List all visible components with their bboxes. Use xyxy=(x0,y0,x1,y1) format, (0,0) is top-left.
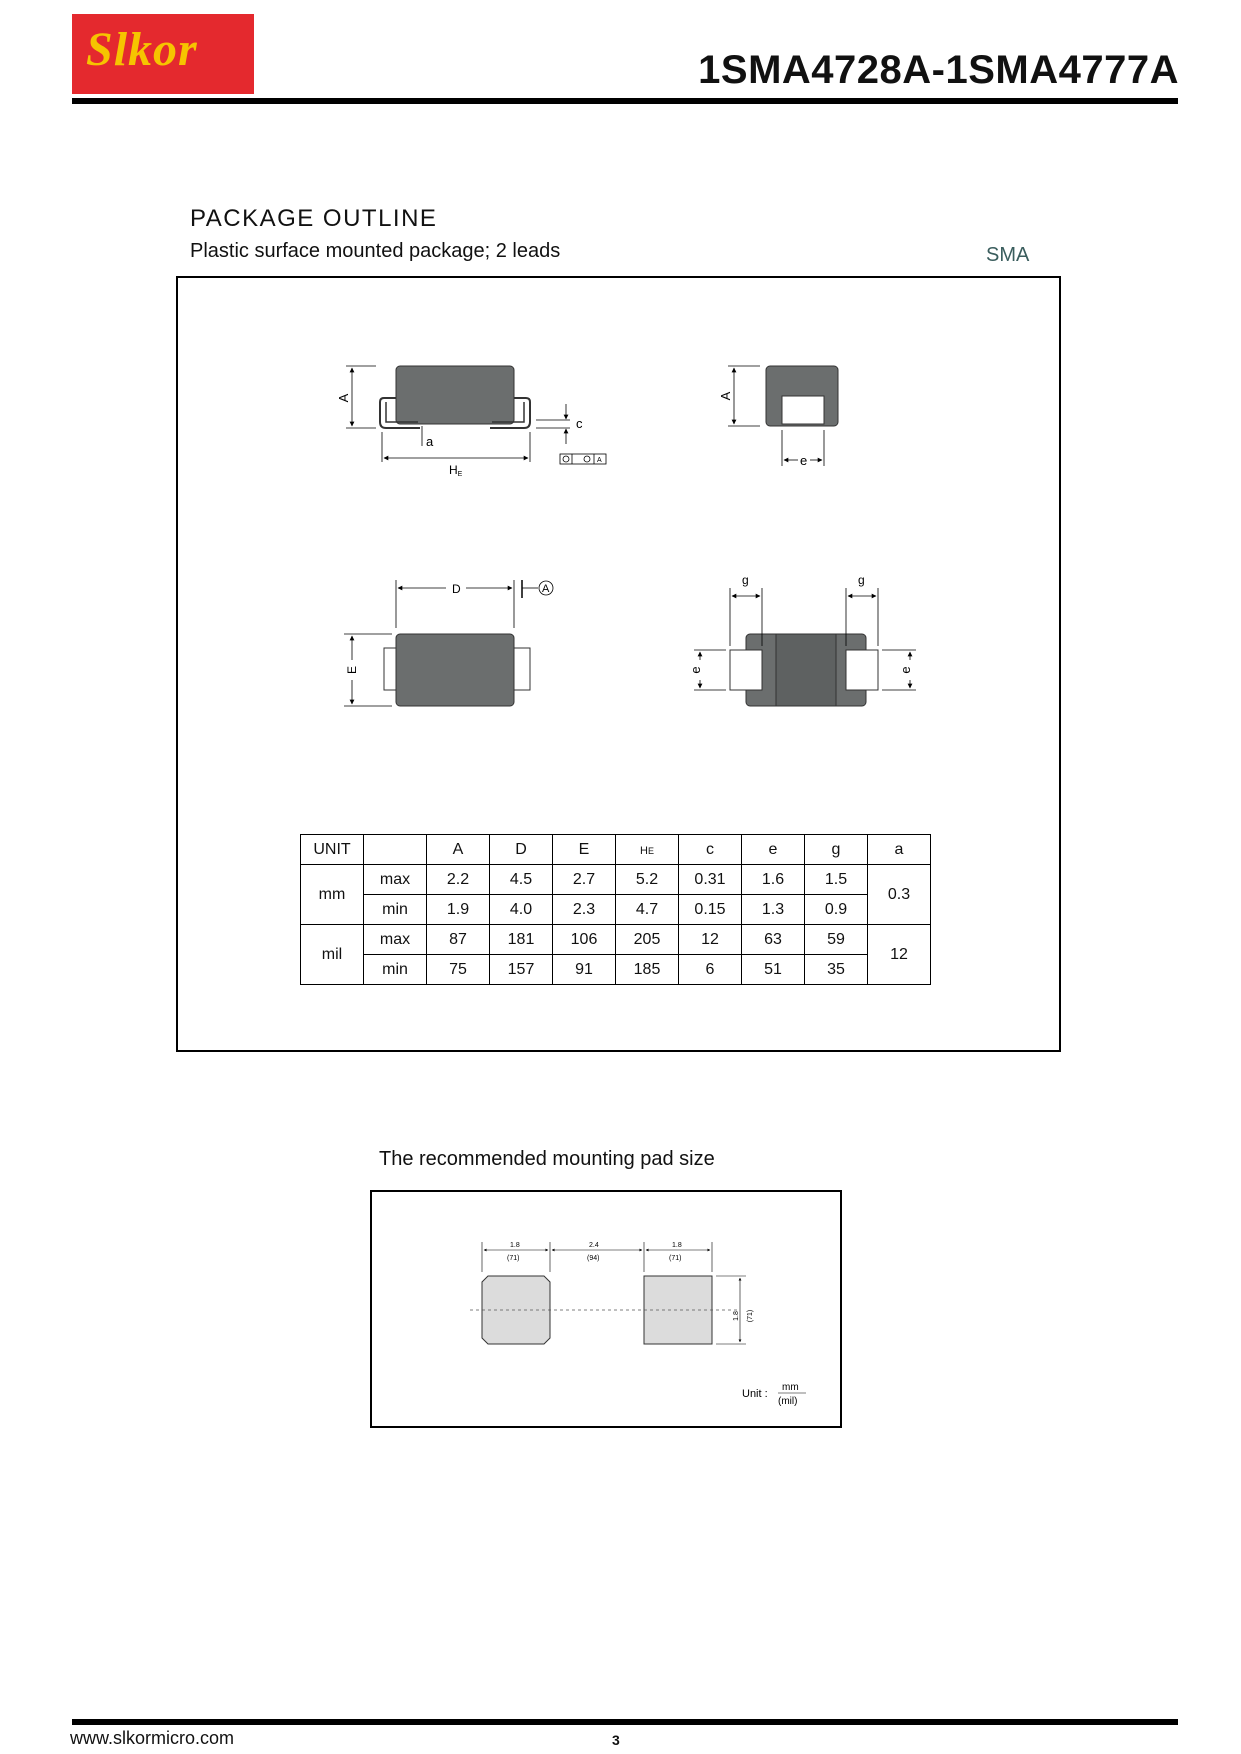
header-cell: e xyxy=(742,835,805,865)
value-cell: 1.9 xyxy=(427,895,490,925)
limit-cell: max xyxy=(364,865,427,895)
footer-url[interactable]: www.slkormicro.com xyxy=(70,1728,235,1748)
value-cell: 1.5 xyxy=(805,865,868,895)
table-row xyxy=(301,955,931,985)
header-cell: a xyxy=(868,835,931,865)
value-cell: 4.7 xyxy=(616,895,679,925)
value-cell: 205 xyxy=(616,925,679,955)
logo-text: Slkor xyxy=(86,23,198,76)
a-value-cell: 0.3 xyxy=(868,865,931,925)
value-cell: 5.2 xyxy=(616,865,679,895)
end-view xyxy=(718,366,838,468)
svg-text:A: A xyxy=(597,457,602,464)
dim-E-label: E xyxy=(345,665,359,675)
section-title: PACKAGE OUTLINE xyxy=(190,205,438,232)
pad-dim-3: 1.8 xyxy=(672,1242,682,1249)
header-cell-HE: HE xyxy=(616,835,679,865)
pad-dim-1: 1.8 xyxy=(510,1242,520,1249)
unit-mm: mm xyxy=(782,1382,799,1393)
dim-A-label-2: A xyxy=(718,391,733,401)
header-cell xyxy=(364,835,427,865)
pad-dim-3-mil: (71) xyxy=(669,1255,682,1262)
value-cell: 2.3 xyxy=(553,895,616,925)
header-cell: g xyxy=(805,835,868,865)
unit-cell: mm xyxy=(301,865,364,925)
value-cell: 0.9 xyxy=(805,895,868,925)
unit-label: Unit : xyxy=(742,1388,768,1400)
value-cell: 0.31 xyxy=(679,865,742,895)
pad-dim-v: 1.8 xyxy=(733,1311,740,1321)
pad-dim-2-mil: (94) xyxy=(587,1255,600,1262)
package-code: SMA xyxy=(986,244,1030,266)
unit-cell: mil xyxy=(301,925,364,985)
value-cell: 63 xyxy=(742,925,805,955)
dim-HE-label: HE xyxy=(449,463,463,478)
value-cell: 91 xyxy=(553,955,616,985)
value-cell: 106 xyxy=(553,925,616,955)
bottom-view xyxy=(688,573,916,706)
value-cell: 6 xyxy=(679,955,742,985)
value-cell: 2.2 xyxy=(427,865,490,895)
dim-A-label-1: A xyxy=(336,393,351,403)
header-cell: A xyxy=(427,835,490,865)
dim-D-label: D xyxy=(452,582,461,596)
value-cell: 2.7 xyxy=(553,865,616,895)
value-cell: 51 xyxy=(742,955,805,985)
header-cell: c xyxy=(679,835,742,865)
table-row xyxy=(301,865,931,895)
section-subtitle: Plastic surface mounted package; 2 leads xyxy=(190,240,561,262)
value-cell: 4.0 xyxy=(490,895,553,925)
value-cell: 4.5 xyxy=(490,865,553,895)
limit-cell: min xyxy=(364,955,427,985)
limit-cell: min xyxy=(364,895,427,925)
dim-g-label-1: g xyxy=(742,573,749,587)
value-cell: 59 xyxy=(805,925,868,955)
value-cell: 75 xyxy=(427,955,490,985)
dim-e-label-1: e xyxy=(800,453,808,468)
right-pad xyxy=(644,1276,712,1344)
value-cell: 35 xyxy=(805,955,868,985)
value-cell: 185 xyxy=(616,955,679,985)
value-cell: 12 xyxy=(679,925,742,955)
value-cell: 157 xyxy=(490,955,553,985)
mounting-title: The recommended mounting pad size xyxy=(379,1148,715,1170)
dim-e-label-2: e xyxy=(688,666,703,674)
top-view xyxy=(344,580,553,706)
table-row xyxy=(301,925,931,955)
value-cell: 181 xyxy=(490,925,553,955)
a-value-cell: 12 xyxy=(868,925,931,985)
dim-g-label-2: g xyxy=(858,573,865,587)
header-cell: UNIT xyxy=(301,835,364,865)
mounting-pad-drawing xyxy=(370,1190,842,1428)
header-cell: D xyxy=(490,835,553,865)
document-title: 1SMA4728A-1SMA4777A xyxy=(698,48,1179,92)
header-cell: E xyxy=(553,835,616,865)
pad-dim-2: 2.4 xyxy=(589,1242,599,1249)
dimension-table xyxy=(300,834,931,985)
value-cell: 1.6 xyxy=(742,865,805,895)
page-number: 3 xyxy=(612,1732,620,1748)
value-cell: 0.15 xyxy=(679,895,742,925)
table-header-row xyxy=(301,835,931,865)
value-cell: 1.3 xyxy=(742,895,805,925)
dim-a-label: a xyxy=(426,434,434,449)
pad-dim-1-mil: (71) xyxy=(507,1255,520,1262)
left-pad xyxy=(482,1276,550,1344)
dim-e-label-3: e xyxy=(898,666,913,674)
datum-A-label: A xyxy=(542,583,550,595)
side-view xyxy=(336,366,606,478)
dim-c-label: c xyxy=(576,416,583,431)
footer-rule xyxy=(72,1719,1178,1725)
value-cell: 87 xyxy=(427,925,490,955)
table-row xyxy=(301,895,931,925)
unit-mil: (mil) xyxy=(778,1396,798,1407)
limit-cell: max xyxy=(364,925,427,955)
pad-dim-v-mil: (71) xyxy=(747,1309,754,1323)
